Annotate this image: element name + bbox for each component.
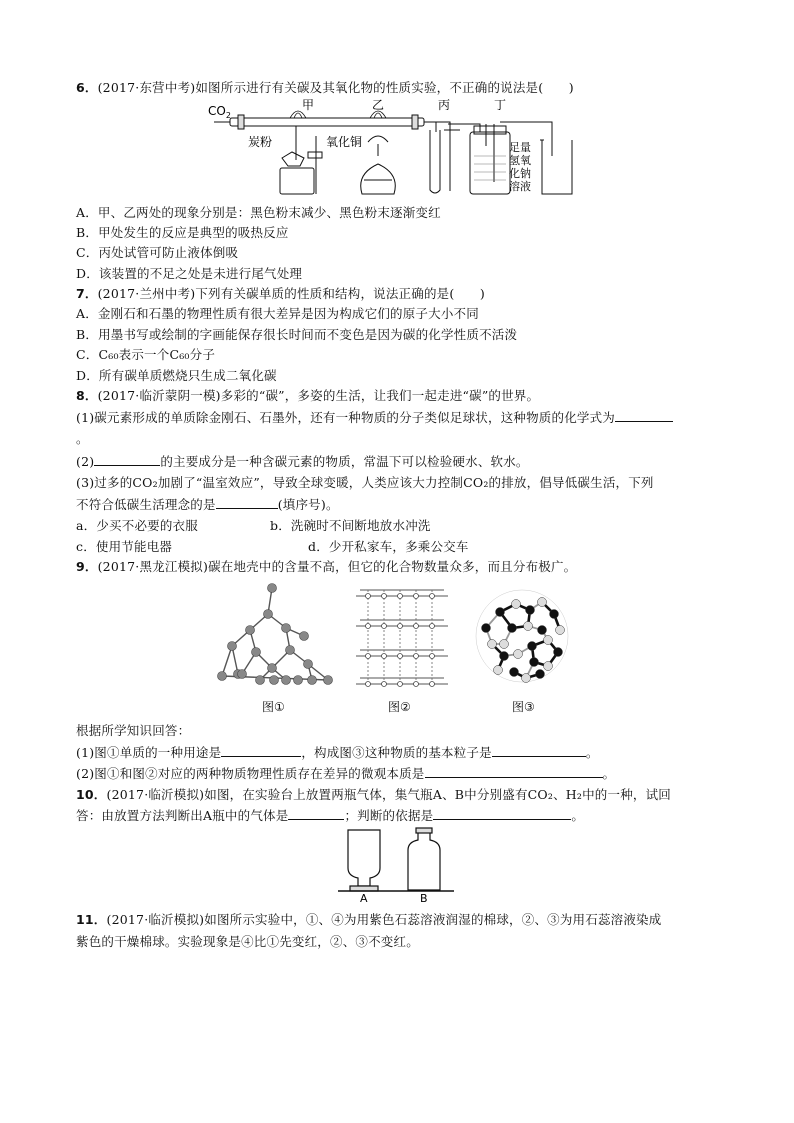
q6-stem: 6．(2017·东营中考)如图所示进行有关碳及其氧化物的性质实验，不正确的说法是( ) [76, 80, 574, 95]
q10-gas-bottles-figure [336, 824, 456, 902]
q9-part2: (2)图①和图②对应的两种物质物理性质存在差异的微观本质是 。 [76, 766, 616, 781]
q8-part1: (1)碳元素形成的单质除金刚石、石墨外，还有一种物质的分子类似足球状，这种物质的化学式为 [76, 408, 734, 428]
label-naoh-2: 氢氧 [509, 154, 531, 167]
q6-option-a: A．甲、乙两处的现象分别是：黑色粉末减少、黑色粉末逐渐变红 [76, 205, 441, 220]
answer-blank[interactable] [492, 743, 586, 757]
q9-stem: 9．(2017·黑龙江模拟)碳在地壳中的含量不高，但它的化合物数量众多，而且分布极广。 [76, 559, 577, 574]
label-naoh-1: 足量 [509, 141, 531, 154]
q8-options-ab: a．少买不必要的衣服 b．洗碗时不间断地放水冲洗 [76, 518, 431, 533]
q6-option-c: C．丙处试管可防止液体倒吸 [76, 245, 239, 260]
q8-stem: 8．(2017·临沂蒙阴一模)多彩的“碳”，多姿的生活，让我们一起走进“碳”的世界。 [76, 388, 540, 403]
q11-stem-line2: 紫色的干燥棉球。实验现象是④比①先变红，②、③不变红。 [76, 934, 419, 949]
figure-3-caption: 图③ [512, 700, 535, 714]
figure-2-graphite [350, 582, 454, 690]
q6-apparatus-figure [204, 96, 574, 202]
label-jia: 甲 [302, 98, 315, 112]
answer-blank[interactable] [425, 764, 603, 778]
answer-blank[interactable] [221, 743, 301, 757]
q8-options-cd: c．使用节能电器 d．少开私家车，多乘公交车 [76, 539, 469, 554]
q7-option-a: A．金刚石和石墨的物理性质有很大差异是因为构成它们的原子大小不同 [76, 306, 479, 321]
figure-2-caption: 图② [388, 700, 411, 714]
figure-1-diamond [212, 580, 342, 692]
q7-option-c: C．C₆₀表示一个C₆₀分子 [76, 347, 216, 362]
q6-option-d: D．该装置的不足之处是未进行尾气处理 [76, 266, 303, 281]
label-tanfen: 炭粉 [248, 135, 273, 149]
q9-part1: (1)图①单质的一种用途是 ，构成图③这种物质的基本粒子是 。 [76, 745, 599, 760]
bottle-b-label: B [420, 892, 428, 902]
q8-part2: (2) 的主要成分是一种含碳元素的物质，常温下可以检验硬水、软水。 [76, 454, 529, 469]
figure-1-caption: 图① [262, 700, 285, 714]
co2-label: $CO_2$ [208, 104, 231, 120]
label-naoh-4: 溶液 [509, 180, 531, 193]
answer-blank[interactable] [216, 495, 278, 509]
q8-part3: (3)过多的CO₂加剧了“温室效应”，导致全球变暖，人类应该大力控制CO₂的排放，倡导低碳生活，下列 [76, 475, 654, 490]
label-ding: 丁 [494, 98, 507, 112]
figure-3-c60 [470, 582, 574, 690]
q8-part1-end: 。 [76, 431, 89, 446]
answer-blank[interactable] [433, 806, 571, 820]
q9-intro: 根据所学知识回答： [76, 723, 191, 738]
q10-stem: 10．(2017·临沂模拟)如图，在实验台上放置两瓶气体，集气瓶A、B中分别盛有CO₂、H₂中的一种，试回 [76, 787, 671, 802]
label-cuo: 氧化铜 [326, 135, 363, 149]
label-bing: 丙 [438, 98, 451, 112]
answer-blank[interactable] [615, 408, 673, 422]
q8-part3-line2: 不符合低碳生活理念的是 (填序号)。 [76, 497, 339, 512]
answer-blank[interactable] [94, 452, 160, 466]
q7-option-d: D．所有碳单质燃烧只生成二氧化碳 [76, 368, 277, 383]
label-naoh-3: 化钠 [509, 167, 531, 180]
q11-stem: 11．(2017·临沂模拟)如图所示实验中，①、④为用紫色石蕊溶液润湿的棉球，②、③为用石蕊溶液染成 [76, 912, 662, 927]
bottle-a-label: A [360, 892, 368, 902]
q6-option-b: B．甲处发生的反应是典型的吸热反应 [76, 225, 289, 240]
label-yi: 乙 [372, 98, 385, 112]
answer-blank[interactable] [288, 806, 344, 820]
q10-stem-line2: 答：由放置方法判断出A瓶中的气体是 ；判断的依据是 。 [76, 808, 585, 823]
q7-stem: 7．(2017·兰州中考)下列有关碳单质的性质和结构，说法正确的是( ) [76, 286, 485, 301]
q7-option-b: B．用墨书写或绘制的字画能保存很长时间而不变色是因为碳的化学性质不活泼 [76, 327, 518, 342]
